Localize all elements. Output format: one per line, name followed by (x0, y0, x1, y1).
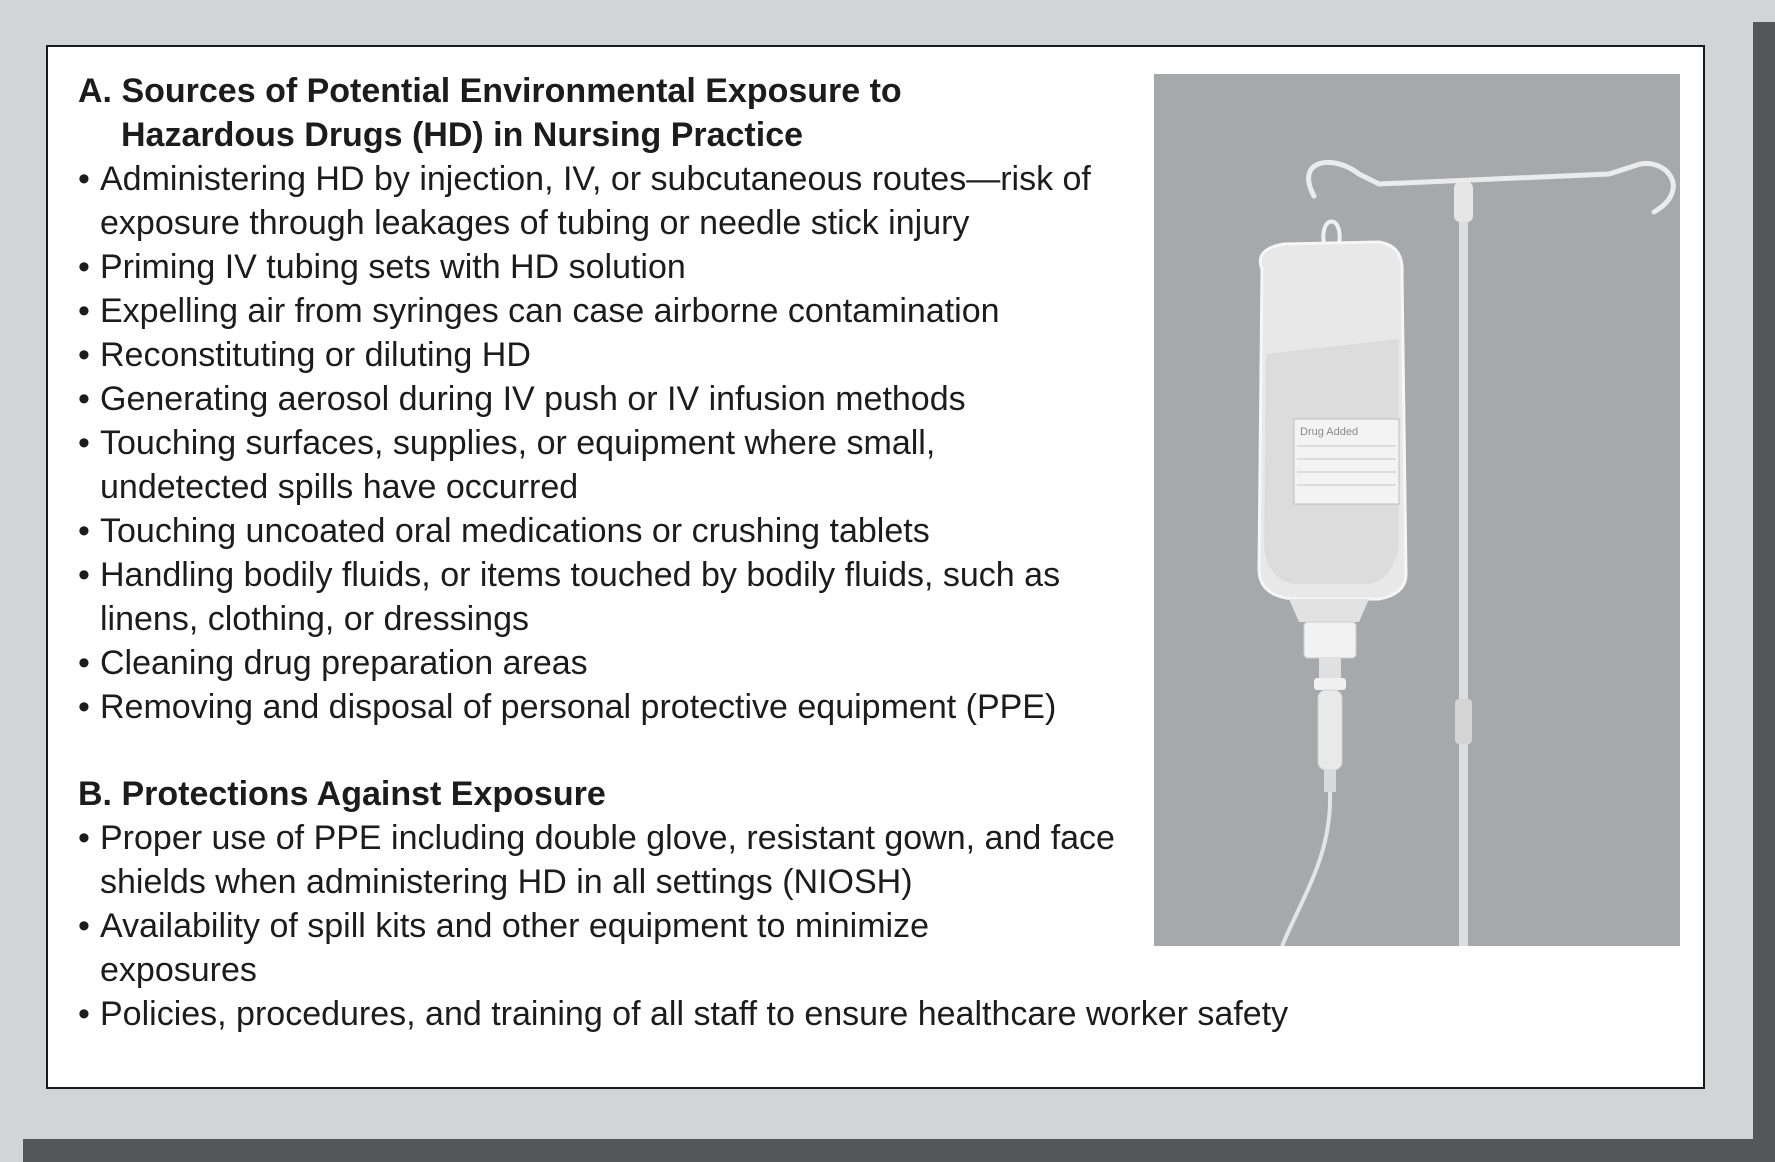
list-item: • Cleaning drug preparation areas (78, 641, 1458, 685)
drop-shadow-bottom (23, 1139, 1775, 1162)
list-item: • Expelling air from syringes can case airborne contamination (78, 289, 1458, 333)
list-item: • Touching surfaces, supplies, or equipment where small, undetected spills have occurred (78, 421, 1030, 509)
section-a-title-line1: A. Sources of Potential Environmental Exposure to (78, 72, 902, 110)
section-b-heading: B. Protections Against Exposure (78, 775, 606, 813)
iv-bag-on-pole-icon (1154, 74, 1680, 946)
list-item: • Proper use of PPE including double glove, resistant gown, and face shields when administering HD in all settings (NIOSH) (78, 816, 1145, 904)
iv-bag-photo (1154, 74, 1680, 946)
drop-shadow-right (1753, 22, 1775, 1162)
list-item: • Administering HD by injection, IV, or subcutaneous routes—risk of exposure through leakages of tubing or needle stick injury (78, 157, 1150, 245)
bag-label-text: Drug Added (1300, 426, 1359, 438)
list-item: • Generating aerosol during IV push or IV infusion methods (78, 377, 1458, 421)
section-a-title-line2: Hazardous Drugs (HD) in Nursing Practice (121, 116, 804, 154)
list-item: • Handling bodily fluids, or items touched by bodily fluids, such as linens, clothing, or dressings (78, 553, 1110, 641)
list-item: • Policies, procedures, and training of all staff to ensure healthcare worker safety (78, 992, 1458, 1036)
list-item: • Reconstituting or diluting HD (78, 333, 1458, 377)
info-box (46, 45, 1705, 1089)
list-item: • Availability of spill kits and other equipment to minimize exposures (78, 904, 1090, 992)
list-item: • Removing and disposal of personal protective equipment (PPE) (78, 685, 1458, 729)
list-item: • Priming IV tubing sets with HD solution (78, 245, 1458, 289)
list-item: • Touching uncoated oral medications or crushing tablets (78, 509, 1458, 553)
